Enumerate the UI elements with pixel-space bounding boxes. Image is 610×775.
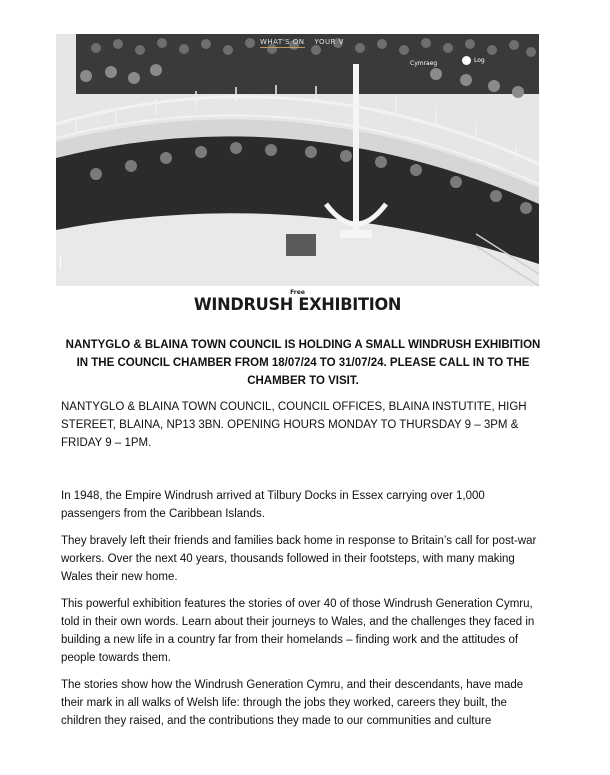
exhibition-title: WINDRUSH EXHIBITION	[193, 295, 402, 315]
user-icon	[462, 56, 471, 65]
text-cursor	[60, 257, 61, 269]
announcement-headline: NANTYGLO & BLAINA TOWN COUNCIL IS HOLDING A SMALL WINDRUSH EXHIBITION IN THE COUNCIL CHAMBER FROM 18/07/24 TO 31/07/24. PLEASE CALL IN TO THE CHAMBER TO VISIT.	[65, 339, 541, 387]
login-link[interactable]	[462, 56, 485, 65]
paragraph: This powerful exhibition features the stories of over 40 of those Windrush Generation Cymru, told in their own words. Learn about their journeys to Wales, and the challenges they faced in building a new life in a country far from their homelands – finding work and the attitudes of people towards them.	[61, 598, 535, 664]
site-nav	[260, 38, 344, 48]
nav-item-your-visit[interactable]: YOUR V	[314, 38, 344, 46]
windrush-ship-photo	[56, 34, 539, 286]
paragraph: They bravely left their friends and families back home in response to Britain’s call for post-war workers. Over the next 40 years, thousands followed in their footsteps, with many making Wales their new home.	[61, 535, 537, 583]
paragraph: The stories show how the Windrush Generation Cymru, and their descendants, have made their mark in all walks of Welsh life: through the jobs they worked, careers they built, the children they raised, and the contributions they made to our communities and culture	[61, 679, 524, 727]
language-switch[interactable]: Cymraeg	[410, 60, 438, 67]
hero-banner	[56, 34, 539, 318]
nav-item-whats-on[interactable]: WHAT'S ON	[260, 38, 305, 46]
login-label: Log	[474, 57, 485, 64]
paragraph: In 1948, the Empire Windrush arrived at Tilbury Docks in Essex carrying over 1,000 passengers from the Caribbean Islands.	[61, 490, 485, 520]
venue-address: NANTYGLO & BLAINA TOWN COUNCIL, COUNCIL OFFICES, BLAINA INSTUTITE, HIGH STEREET, BLAINA, NP13 3BN. OPENING HOURS MONDAY TO THURSDAY 9 – 3PM & FRIDAY 9 – 1PM.	[61, 401, 527, 449]
hero-caption	[56, 286, 539, 318]
article-body	[61, 487, 547, 739]
free-label: Free	[290, 289, 305, 296]
